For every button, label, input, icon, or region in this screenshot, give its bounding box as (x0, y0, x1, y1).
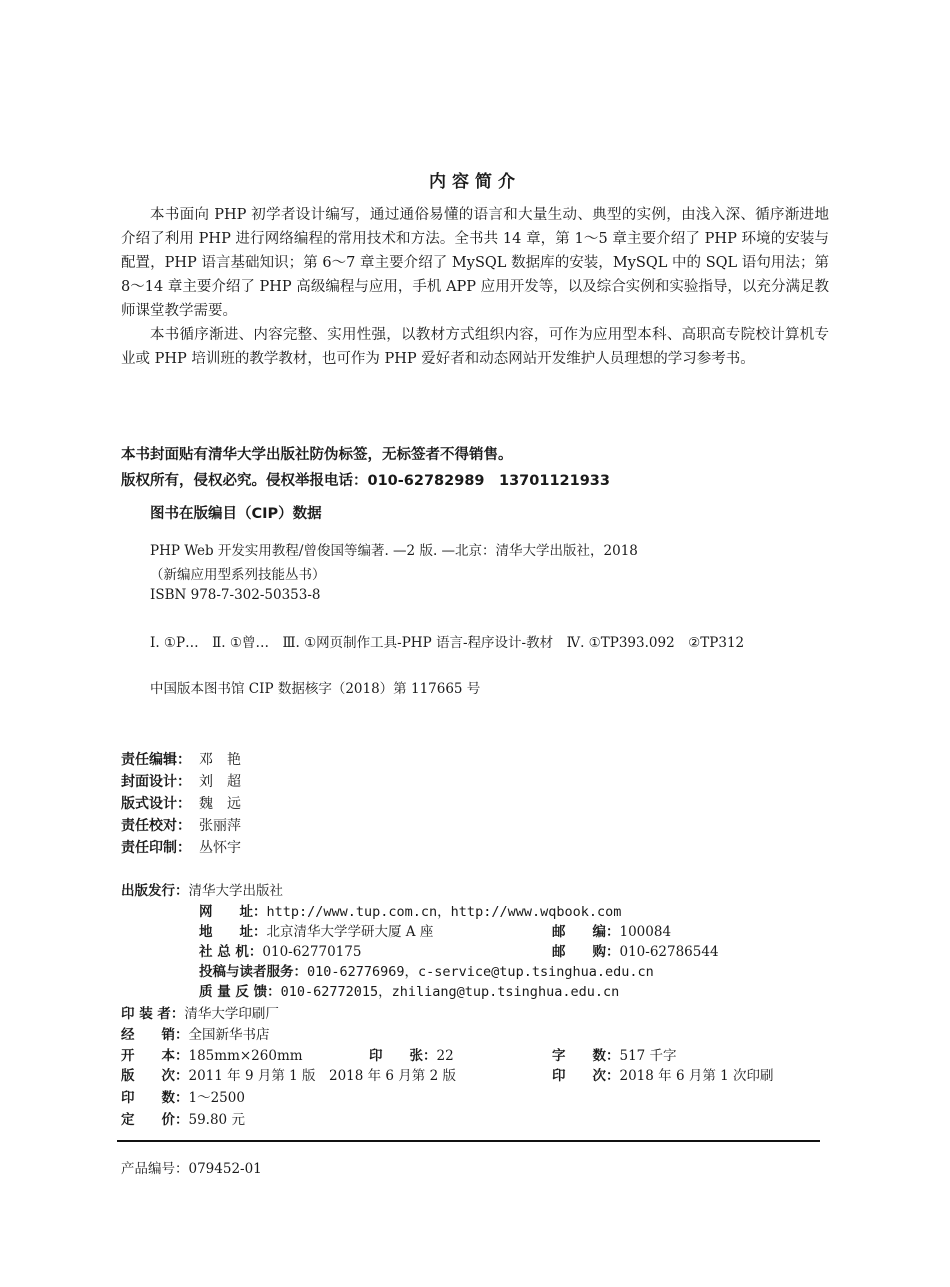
divider (117, 1140, 820, 1142)
switchboard-value: 010-62770175 (262, 944, 362, 960)
submission-value: 010-62776969，c-service@tup.tsinghua.edu.cn (307, 964, 654, 980)
mail-order-label: 邮 购： (552, 944, 620, 960)
quality-feedback-row (199, 980, 619, 1000)
postcode-value: 100084 (619, 924, 672, 940)
address-label: 地 址： (199, 924, 267, 940)
responsibility-row (121, 771, 241, 791)
product-code-label: 产品编号： (121, 1161, 189, 1177)
impression-value: 2018 年 6 月第 1 次印刷 (619, 1068, 774, 1084)
anti-counterfeit-notice: 本书封面贴有清华大学出版社防伪标签，无标签者不得销售。 (121, 447, 513, 463)
printer-row (121, 1002, 279, 1022)
price-row (121, 1108, 245, 1128)
word-count-row (552, 1044, 677, 1064)
distributor-label: 经 销： (121, 1027, 189, 1043)
print-run-row (121, 1086, 245, 1106)
product-code-value: 079452-01 (188, 1161, 262, 1177)
cip-line-2: （新编应用型系列技能丛书） (150, 567, 326, 583)
address-value: 北京清华大学学研大厦 A 座 (266, 924, 434, 940)
sheets-label: 印 张： (369, 1048, 437, 1064)
responsibility-row (121, 793, 241, 813)
cip-heading: 图书在版编目（CIP）数据 (150, 506, 322, 522)
edition-label: 版 次： (121, 1068, 189, 1084)
responsibility-value: 魏 远 (199, 796, 241, 812)
postcode-row (552, 920, 671, 940)
format-label: 开 本： (121, 1048, 189, 1064)
distributor-value: 全国新华书店 (188, 1027, 270, 1043)
product-code-row (121, 1157, 262, 1177)
summary-title: 内容简介 (429, 172, 521, 192)
copyright-notice: 版权所有，侵权必究。侵权举报电话：010-62782989 13701121933 (121, 473, 610, 489)
cip-record-number: 中国版本图书馆 CIP 数据核字（2018）第 117665 号 (150, 681, 481, 697)
print-run-label: 印 数： (121, 1090, 189, 1106)
responsibility-label: 责任校对： (121, 818, 191, 834)
impression-row (552, 1064, 774, 1084)
sheets-row (369, 1044, 454, 1064)
publisher-row (121, 879, 283, 899)
responsibility-value: 丛怀宇 (199, 840, 241, 856)
responsibility-label: 责任印制： (121, 840, 191, 856)
format-value: 185mm×260mm (188, 1048, 303, 1064)
responsibility-value: 张丽萍 (199, 818, 241, 834)
publisher-label: 出版发行： (121, 883, 189, 899)
responsibility-value: 刘 超 (199, 774, 241, 790)
responsibility-label: 版式设计： (121, 796, 191, 812)
mail-order-value: 010-62786544 (619, 944, 719, 960)
price-value: 59.80 元 (188, 1112, 245, 1128)
print-run-value: 1～2500 (188, 1090, 245, 1106)
quality-feedback-value: 010-62772015，zhiliang@tup.tsinghua.edu.cn (280, 984, 620, 1000)
distributor-row (121, 1023, 270, 1043)
responsibility-row (121, 815, 241, 835)
responsibility-value: 邓 艳 (199, 752, 241, 768)
printer-label: 印 装 者： (121, 1006, 185, 1022)
edition-row (121, 1064, 456, 1084)
cip-isbn: ISBN 978-7-302-50353-8 (150, 587, 321, 603)
summary-paragraph-2: 本书循序渐进、内容完整、实用性强，以教材方式组织内容，可作为应用型本科、高职高专院校计算机专业或 PHP 培训班的教学教材，也可作为 PHP 爱好者和动态网站开发维护人员理想的学习参考书。 (121, 327, 829, 367)
switchboard-label: 社 总 机： (199, 944, 263, 960)
word-count-value: 517 千字 (619, 1048, 677, 1064)
switchboard-row (199, 940, 361, 960)
mail-order-row (552, 940, 719, 960)
word-count-label: 字 数： (552, 1048, 620, 1064)
summary-paragraph-1: 本书面向 PHP 初学者设计编写，通过通俗易懂的语言和大量生动、典型的实例，由浅入深、循序渐进地介绍了利用 PHP 进行网络编程的常用技术和方法。全书共 14 章，第 1～5 章主要介绍了 PHP 环境的安装与配置，PHP 语言基础知识；第 6～7 章主要介绍了 MySQL 数据库的安装，MySQL 中的 SQL 语句用法；第 8～14 章主要介绍了 PHP 高级编程与应用，手机 APP 应用开发等，以及综合实例和实验指导，以充分满足教师课堂教学需要。 (121, 207, 829, 319)
responsibility-row (121, 749, 241, 769)
responsibility-row (121, 837, 241, 857)
responsibility-label: 责任编辑： (121, 752, 191, 768)
cip-line-1: PHP Web 开发实用教程/曾俊国等编著. —2 版. —北京：清华大学出版社，2018 (150, 543, 638, 559)
impression-label: 印 次： (552, 1068, 620, 1084)
website-value: http://www.tup.com.cn，http://www.wqbook.com (266, 904, 622, 920)
postcode-label: 邮 编： (552, 924, 620, 940)
website-label: 网 址： (199, 904, 267, 920)
submission-row (199, 960, 654, 980)
edition-value: 2011 年 9 月第 1 版 2018 年 6 月第 2 版 (188, 1068, 456, 1084)
website-row (199, 900, 621, 920)
address-row (199, 920, 433, 940)
responsibility-label: 封面设计： (121, 774, 191, 790)
cip-classification: Ⅰ. ①P… Ⅱ. ①曾… Ⅲ. ①网页制作工具-PHP 语言-程序设计-教材 Ⅳ. ①TP393.092 ②TP312 (150, 635, 745, 651)
publisher-value: 清华大学出版社 (188, 883, 283, 899)
sheets-value: 22 (436, 1048, 454, 1064)
format-row (121, 1044, 303, 1064)
quality-feedback-label: 质 量 反 馈： (199, 984, 281, 1000)
price-label: 定 价： (121, 1112, 189, 1128)
submission-label: 投稿与读者服务： (199, 964, 307, 980)
printer-value: 清华大学印刷厂 (184, 1006, 279, 1022)
